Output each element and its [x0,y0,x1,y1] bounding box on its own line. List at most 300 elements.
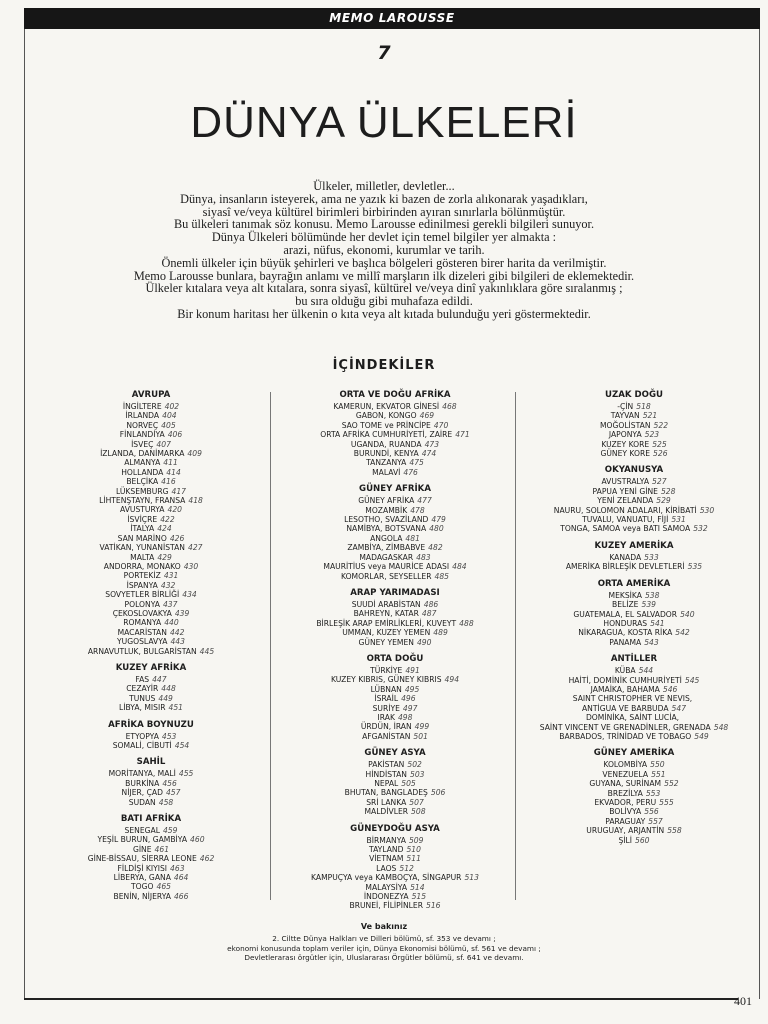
toc-entry-name: AVUSTRALYA [601,477,650,487]
page-number: 401 [734,994,752,1008]
toc-entry[interactable] [524,760,744,769]
toc-entry[interactable] [290,675,500,684]
toc-entry-page: 509 [408,835,424,845]
toc-section [524,748,744,845]
toc-entry[interactable] [56,864,246,873]
toc-entry-page: 521 [642,411,658,421]
toc-entry-page: 406 [167,430,183,440]
toc-entry-name: BREZİLYA [607,788,643,798]
toc-section-heading: AVRUPA [131,390,171,400]
toc-section [524,465,744,533]
toc-section [56,390,246,656]
toc-entry[interactable] [290,572,500,581]
toc-entry[interactable] [56,402,246,411]
toc-entry-page: 480 [429,524,444,534]
toc-entry-name: NORVEÇ [126,420,159,430]
toc-entry[interactable] [56,845,246,854]
toc-entry-name: BAHREYN, KATAR [353,609,419,619]
toc-entry-name: İSRAİL [374,694,399,704]
toc-entry[interactable] [56,873,246,882]
toc-entry[interactable] [56,543,246,552]
toc-entry-page: 474 [421,449,437,459]
toc-entry-page: 555 [659,798,674,807]
toc-entry-page: 556 [644,807,659,817]
toc-entry[interactable] [56,741,246,750]
toc-entry-page: 553 [645,788,661,798]
toc-entry[interactable] [56,600,246,609]
toc-section [290,824,500,911]
toc-entry-name: LÜBNAN [370,684,402,694]
toc-entry-name: PAKİSTAN [368,760,405,770]
toc-section-heading: KUZEY AFRİKA [115,662,187,673]
toc-entry-page: 526 [653,449,668,459]
toc-entry-name: SAO TOME ve PRİNCİPE [341,420,431,430]
toc-entry[interactable] [56,694,246,703]
toc-entry[interactable] [56,534,246,543]
toc-entry[interactable] [524,562,744,571]
toc-entry-page: 418 [188,496,203,506]
toc-entry[interactable] [290,524,500,533]
toc-entry-page: 447 [152,674,167,684]
toc-entry-name: TUNUS [129,693,156,703]
toc-entry[interactable] [290,619,500,628]
toc-entry-name: İSVİÇRE [127,514,158,524]
toc-entry-page: 538 [644,590,660,600]
toc-entry[interactable] [290,666,500,675]
intro-line: bu sıra olduğu gibi muhafaza edildi. [295,294,473,309]
toc-entry[interactable] [56,779,246,788]
toc-entry-page: 451 [168,703,183,713]
toc-section-heading: GÜNEY ASYA [364,748,426,759]
toc-entry-name: KAMERUN, EKVATOR GİNESİ [333,402,440,411]
toc-entry-name: YENİ ZELANDA [597,496,654,506]
toc-entry[interactable] [56,458,246,467]
toc-entry[interactable] [290,807,500,816]
toc-entry[interactable] [56,571,246,580]
toc-entry-page: 542 [675,628,690,638]
toc-entry-name: NAURU, SOLOMON ADALARI, KİRİBATİ [553,505,697,515]
toc-entry-name: PARAGUAY [605,816,646,826]
toc-entry-page: 416 [161,477,176,487]
toc-entry-name: KOMORLAR, SEYSELLER [341,571,432,581]
toc-entry-name: GİNE [132,844,152,854]
toc-entry[interactable] [524,449,744,458]
toc-entry-page: 501 [413,731,428,741]
toc-entry-page: 404 [162,411,177,421]
toc-entry[interactable] [290,873,500,882]
toc-entry-page: 488 [459,618,474,628]
toc-entry-name: MALAYSİYA [365,882,408,892]
toc-entry[interactable] [56,892,246,901]
toc-entry[interactable] [290,534,500,543]
toc-entry-name: JAPONYA [608,430,642,440]
toc-entry[interactable] [290,562,500,571]
toc-column-1 [56,390,246,908]
toc-entry[interactable] [290,553,500,562]
toc-entry-name: SAİNT VINCENT VE GRENADİNLER, GRENADA [539,722,711,732]
toc-entry[interactable] [524,807,744,816]
intro-line: Bu ülkeleri tanımak söz konusu. Memo Larousse edinilmesi gerekli bilgileri sunuyor. [173,217,595,232]
toc-entry-name: PAPUA YENİ GİNE [592,486,658,496]
toc-entry-name: LAOS [376,863,397,873]
toc-entry-page: 550 [650,760,665,770]
toc-entry[interactable] [56,788,246,797]
toc-entry[interactable] [290,543,500,552]
toc-entry-page: 456 [162,778,177,788]
toc-entry[interactable] [56,703,246,712]
toc-entry[interactable] [56,468,246,477]
toc-entry[interactable] [524,770,744,779]
toc-entry[interactable] [56,487,246,496]
toc-entry[interactable] [56,562,246,571]
toc-entry[interactable] [290,770,500,779]
toc-entry-page: 417 [171,486,186,496]
header-bar [24,8,760,29]
toc-entry-page: 465 [156,882,171,892]
toc-entry-name: BURUNDİ, KENYA [353,449,419,459]
toc-entry[interactable] [290,845,500,854]
toc-entry-name: KANADA [609,552,642,562]
toc-entry[interactable] [56,835,246,844]
toc-entry-name: GÜNEY KORE [600,449,651,459]
toc-entry-page: 437 [162,599,178,609]
toc-entry-page: 440 [164,618,179,628]
toc-entry-name: FİNLANDİYA [119,430,165,440]
toc-entry-page: 454 [174,741,190,750]
toc-entry[interactable] [524,676,744,685]
toc-entry[interactable] [290,685,500,694]
column-divider [515,392,516,900]
toc-section-heading: ORTA DOĞU [366,653,424,664]
toc-entry[interactable] [290,864,500,873]
toc-entry[interactable] [524,704,744,713]
toc-entry[interactable] [524,666,744,675]
toc-entry[interactable] [524,421,744,430]
toc-entry[interactable] [524,732,744,741]
toc-entry-page: 560 [635,835,650,845]
toc-entry-name: UGANDA, RUANDA [350,439,422,449]
toc-entry[interactable] [290,722,500,731]
chapter-number: 7 [377,42,391,64]
toc-entry-page: 405 [161,420,176,430]
footnote [0,922,768,962]
toc-entry[interactable] [56,581,246,590]
toc-entry[interactable] [56,515,246,524]
toc-entry-name: MACARİSTAN [117,627,167,637]
page-title: DÜNYA ÜLKELERİ [190,98,578,147]
toc-entry-name: GÜNEY YEMEN [358,637,414,647]
toc-entry-name: UMMAN, KUZEY YEMEN [342,628,431,638]
toc-entry[interactable] [524,440,744,449]
toc-entry-page: 482 [428,543,443,553]
intro-line: Dünya, insanların isteyerek, ama ne yazık ki bazen de zorla alıkonarak yaşadıkları, [180,191,588,206]
toc-entry[interactable] [290,892,500,901]
toc-entry-page: 495 [404,684,420,694]
toc-entry[interactable] [290,506,500,515]
toc-entry-name: KUZEY KORE [601,439,650,449]
bottom-rule [24,998,738,1000]
toc-entry[interactable] [290,430,500,439]
toc-entry[interactable] [56,854,246,863]
toc-section [290,390,500,477]
toc-entry-page: 448 [161,684,176,694]
toc-entry[interactable] [290,440,500,449]
toc-entry-name: SOVYETLER BİRLİĞİ [105,590,180,600]
toc-entry[interactable] [524,685,744,694]
toc-entry-page: 461 [154,844,170,854]
toc-entry-name: LİBERYA, GANA [113,873,171,883]
toc-entry-page: 513 [464,873,479,883]
toc-section-heading: BATI AFRİKA [120,814,182,825]
toc-section-heading: AFRİKA BOYNUZU [108,719,194,730]
toc-entry[interactable] [290,713,500,722]
toc-column-2 [290,390,500,918]
toc-entry-page: 442 [169,627,185,637]
toc-entry-name: ETYOPYA [125,731,159,741]
intro-line: Ülkeler kıtalara veya alt kıtalara, sonra siyasî, kültürel ve/veya dinî yakınlıklara göre sıralanmış ; [145,281,623,296]
toc-entry-name: -ÇİN [617,402,634,411]
toc-entry[interactable] [290,694,500,703]
toc-entry[interactable] [524,402,744,411]
toc-section [56,757,246,807]
toc-entry[interactable] [290,411,500,420]
toc-entry-name: VİETNAM [369,854,404,864]
toc-entry[interactable] [290,779,500,788]
toc-entry[interactable] [524,524,744,533]
toc-entry[interactable] [56,684,246,693]
toc-entry-page: 459 [162,826,178,836]
toc-entry-page: 457 [165,788,181,798]
toc-entry-page: 466 [173,891,189,901]
toc-entry-name: ANGOLA [370,533,403,543]
toc-entry-page: 507 [409,797,424,807]
toc-entry[interactable] [524,430,744,439]
toc-entry[interactable] [524,610,744,619]
toc-entry-page: 453 [161,731,177,741]
toc-entry[interactable] [56,496,246,505]
toc-entry[interactable] [56,524,246,533]
toc-entry-page: 491 [405,665,420,675]
toc-entry-page: 506 [430,788,446,798]
toc-entry-page: 439 [174,608,190,618]
toc-entry-name: BRUNEİ, FİLİPİNLER [349,901,423,911]
toc-section [524,390,744,458]
toc-section-heading: ANTİLLER [610,654,658,665]
toc-entry[interactable] [524,713,744,722]
toc-entry-name: MOZAMBİK [365,505,408,515]
toc-entry-name: LÜKSEMBURG [116,486,169,496]
toc-entry[interactable] [524,826,744,835]
toc-entry-page: 546 [662,684,678,694]
toc-entry[interactable] [290,704,500,713]
toc-section-heading: ORTA VE DOĞU AFRİKA [339,390,451,400]
toc-entry-name: FAS [135,674,150,684]
toc-entry[interactable] [290,638,500,647]
toc-entry-page: 498 [397,712,413,722]
toc-entry-name: LİHTENŞTAYN, FRANSA [99,496,186,506]
toc-entry[interactable] [56,826,246,835]
toc-entry[interactable] [56,647,246,656]
toc-entry[interactable] [524,411,744,420]
toc-entry[interactable] [290,449,500,458]
toc-entry[interactable] [290,760,500,769]
toc-entry[interactable] [290,901,500,910]
toc-entry-page: 460 [190,835,205,845]
column-divider [270,392,271,900]
toc-entry-page: 490 [416,637,432,647]
toc-entry-page: 552 [664,779,679,789]
toc-entry-page: 409 [187,449,202,459]
toc-entry[interactable] [56,421,246,430]
toc-entry[interactable] [290,402,500,411]
toc-entry-name: ORTA AFRİKA CUMHURİYETİ, ZAİRE [320,430,453,440]
toc-section-heading: UZAK DOĞU [605,390,663,400]
toc-entry-page: 528 [660,486,676,496]
toc-entry[interactable] [524,798,744,807]
toc-entry-page: 481 [405,533,420,543]
toc-entry[interactable] [290,515,500,524]
toc-entry-name: MALTA [130,552,155,562]
intro-line: Ülkeler, milletler, devletler... [313,179,455,193]
toc-entry[interactable] [56,553,246,562]
toc-entry-name: BELİZE [612,600,639,610]
toc-entry-name: İSPANYA [126,580,158,590]
toc-entry-name: ŞİLİ [618,835,633,845]
toc-entry-page: 462 [199,854,215,864]
toc-entry-page: 531 [671,515,686,525]
toc-entry-page: 523 [644,430,660,440]
toc-entry[interactable] [524,487,744,496]
toc-entry-name: BİRLEŞİK ARAP EMİRLİKLERİ, KUVEYT [316,618,457,628]
toc-entry-page: 543 [644,637,659,647]
toc-entry[interactable] [56,411,246,420]
toc-entry[interactable] [56,628,246,637]
toc-entry-name: HONDURAS [603,618,648,628]
toc-entry-page: 515 [411,892,427,902]
toc-section [56,720,246,751]
toc-entry[interactable] [290,600,500,609]
toc-entry[interactable] [290,628,500,637]
toc-entry-page: 479 [431,515,446,525]
toc-entry-name: SURİYE [372,703,400,713]
toc-entry[interactable] [290,854,500,863]
footnote-line: ekonomi konusunda toplam veriler için, Dünya Ekonomisi bölümü, sf. 561 ve devamı ; [227,943,541,953]
toc-entry[interactable] [56,732,246,741]
toc-entry[interactable] [524,836,744,845]
toc-entry[interactable] [56,675,246,684]
toc-entry-name: PANAMA [609,637,642,647]
toc-entry[interactable] [290,609,500,618]
toc-entry[interactable] [56,798,246,807]
toc-entry-name: SUDAN [128,797,156,807]
toc-entry-name: İSVEÇ [131,439,154,449]
toc-entry[interactable] [56,637,246,646]
toc-entry[interactable] [524,553,744,562]
toc-entry[interactable] [56,449,246,458]
toc-entry-name: ANTİGUA VE BARBUDA [581,703,669,713]
toc-entry[interactable] [524,477,744,486]
toc-entry-name: BİRMANYA [366,835,406,845]
toc-entry-page: 530 [699,505,715,515]
toc-entry[interactable] [524,619,744,628]
toc-entry-name: POLONYA [124,599,160,609]
toc-entry[interactable] [290,421,500,430]
toc-entry-page: 503 [409,769,425,779]
toc-entry-name: HAİTİ, DOMİNİK CUMHURİYETİ [568,675,682,685]
toc-entry-page: 496 [401,694,416,704]
toc-entry[interactable] [524,694,744,703]
toc-entry[interactable] [56,609,246,618]
toc-entry[interactable] [56,769,246,778]
toc-entry-page: 402 [164,402,180,411]
toc-entry[interactable] [290,883,500,892]
toc-entry[interactable] [524,723,744,732]
toc-entry[interactable] [524,591,744,600]
toc-entry[interactable] [290,496,500,505]
toc-entry[interactable] [524,779,744,788]
toc-section [56,814,246,901]
toc-entry-page: 494 [444,675,460,685]
toc-entry[interactable] [290,788,500,797]
toc-entry-page: 431 [163,571,179,581]
toc-entry-name: TOGO [131,882,154,892]
toc-entry[interactable] [290,732,500,741]
toc-entry[interactable] [56,505,246,514]
toc-entry[interactable] [290,458,500,467]
toc-entry[interactable] [524,506,744,515]
toc-entry-page: 535 [687,562,703,572]
toc-entry-name: BELÇİKA [126,477,159,487]
toc-entry-page: 499 [414,722,430,732]
toc-entry-name: NİJER, ÇAD [121,788,163,798]
toc-entry[interactable] [56,882,246,891]
toc-entry[interactable] [56,590,246,599]
toc-entry-name: SUUDİ ARABİSTAN [351,599,421,609]
toc-entry[interactable] [524,600,744,609]
toc-entry[interactable] [56,477,246,486]
toc-entry-page: 414 [166,467,181,477]
toc-entry-name: ROMANYA [123,618,162,628]
toc-section-heading: ORTA AMERİKA [597,578,671,589]
toc-entry-page: 522 [653,420,669,430]
toc-section-heading: OKYANUSYA [604,465,664,476]
toc-entry[interactable] [56,430,246,439]
toc-section [524,541,744,572]
toc-entry-page: 516 [425,901,441,911]
toc-entry[interactable] [524,628,744,637]
toc-entry[interactable] [290,468,500,477]
toc-entry-name: SAINT CHRISTOPHER VE NEVIS, [572,694,693,704]
toc-entry-page: 558 [667,826,682,836]
toc-entry-name: HOLLANDA [121,467,164,477]
toc-entry[interactable] [524,515,744,524]
toc-entry[interactable] [524,817,744,826]
toc-entry-page: 470 [433,420,449,430]
toc-entry-page: 483 [416,552,431,562]
toc-entry[interactable] [524,496,744,505]
toc-entry-name: BARBADOS, TRİNİDAD VE TOBAGO [559,731,692,741]
toc-entry[interactable] [290,798,500,807]
toc-entry-name: ANDORRA, MONAKO [103,561,181,571]
toc-entry[interactable] [524,789,744,798]
toc-entry[interactable] [56,618,246,627]
toc-entry-page: 511 [406,854,421,864]
toc-entry[interactable] [56,440,246,449]
toc-entry[interactable] [524,638,744,647]
toc-entry[interactable] [290,836,500,845]
toc-entry-page: 551 [651,769,666,779]
toc-entry-name: KAMPUÇYA veya KAMBOÇYA, SİNGAPUR [311,873,462,883]
